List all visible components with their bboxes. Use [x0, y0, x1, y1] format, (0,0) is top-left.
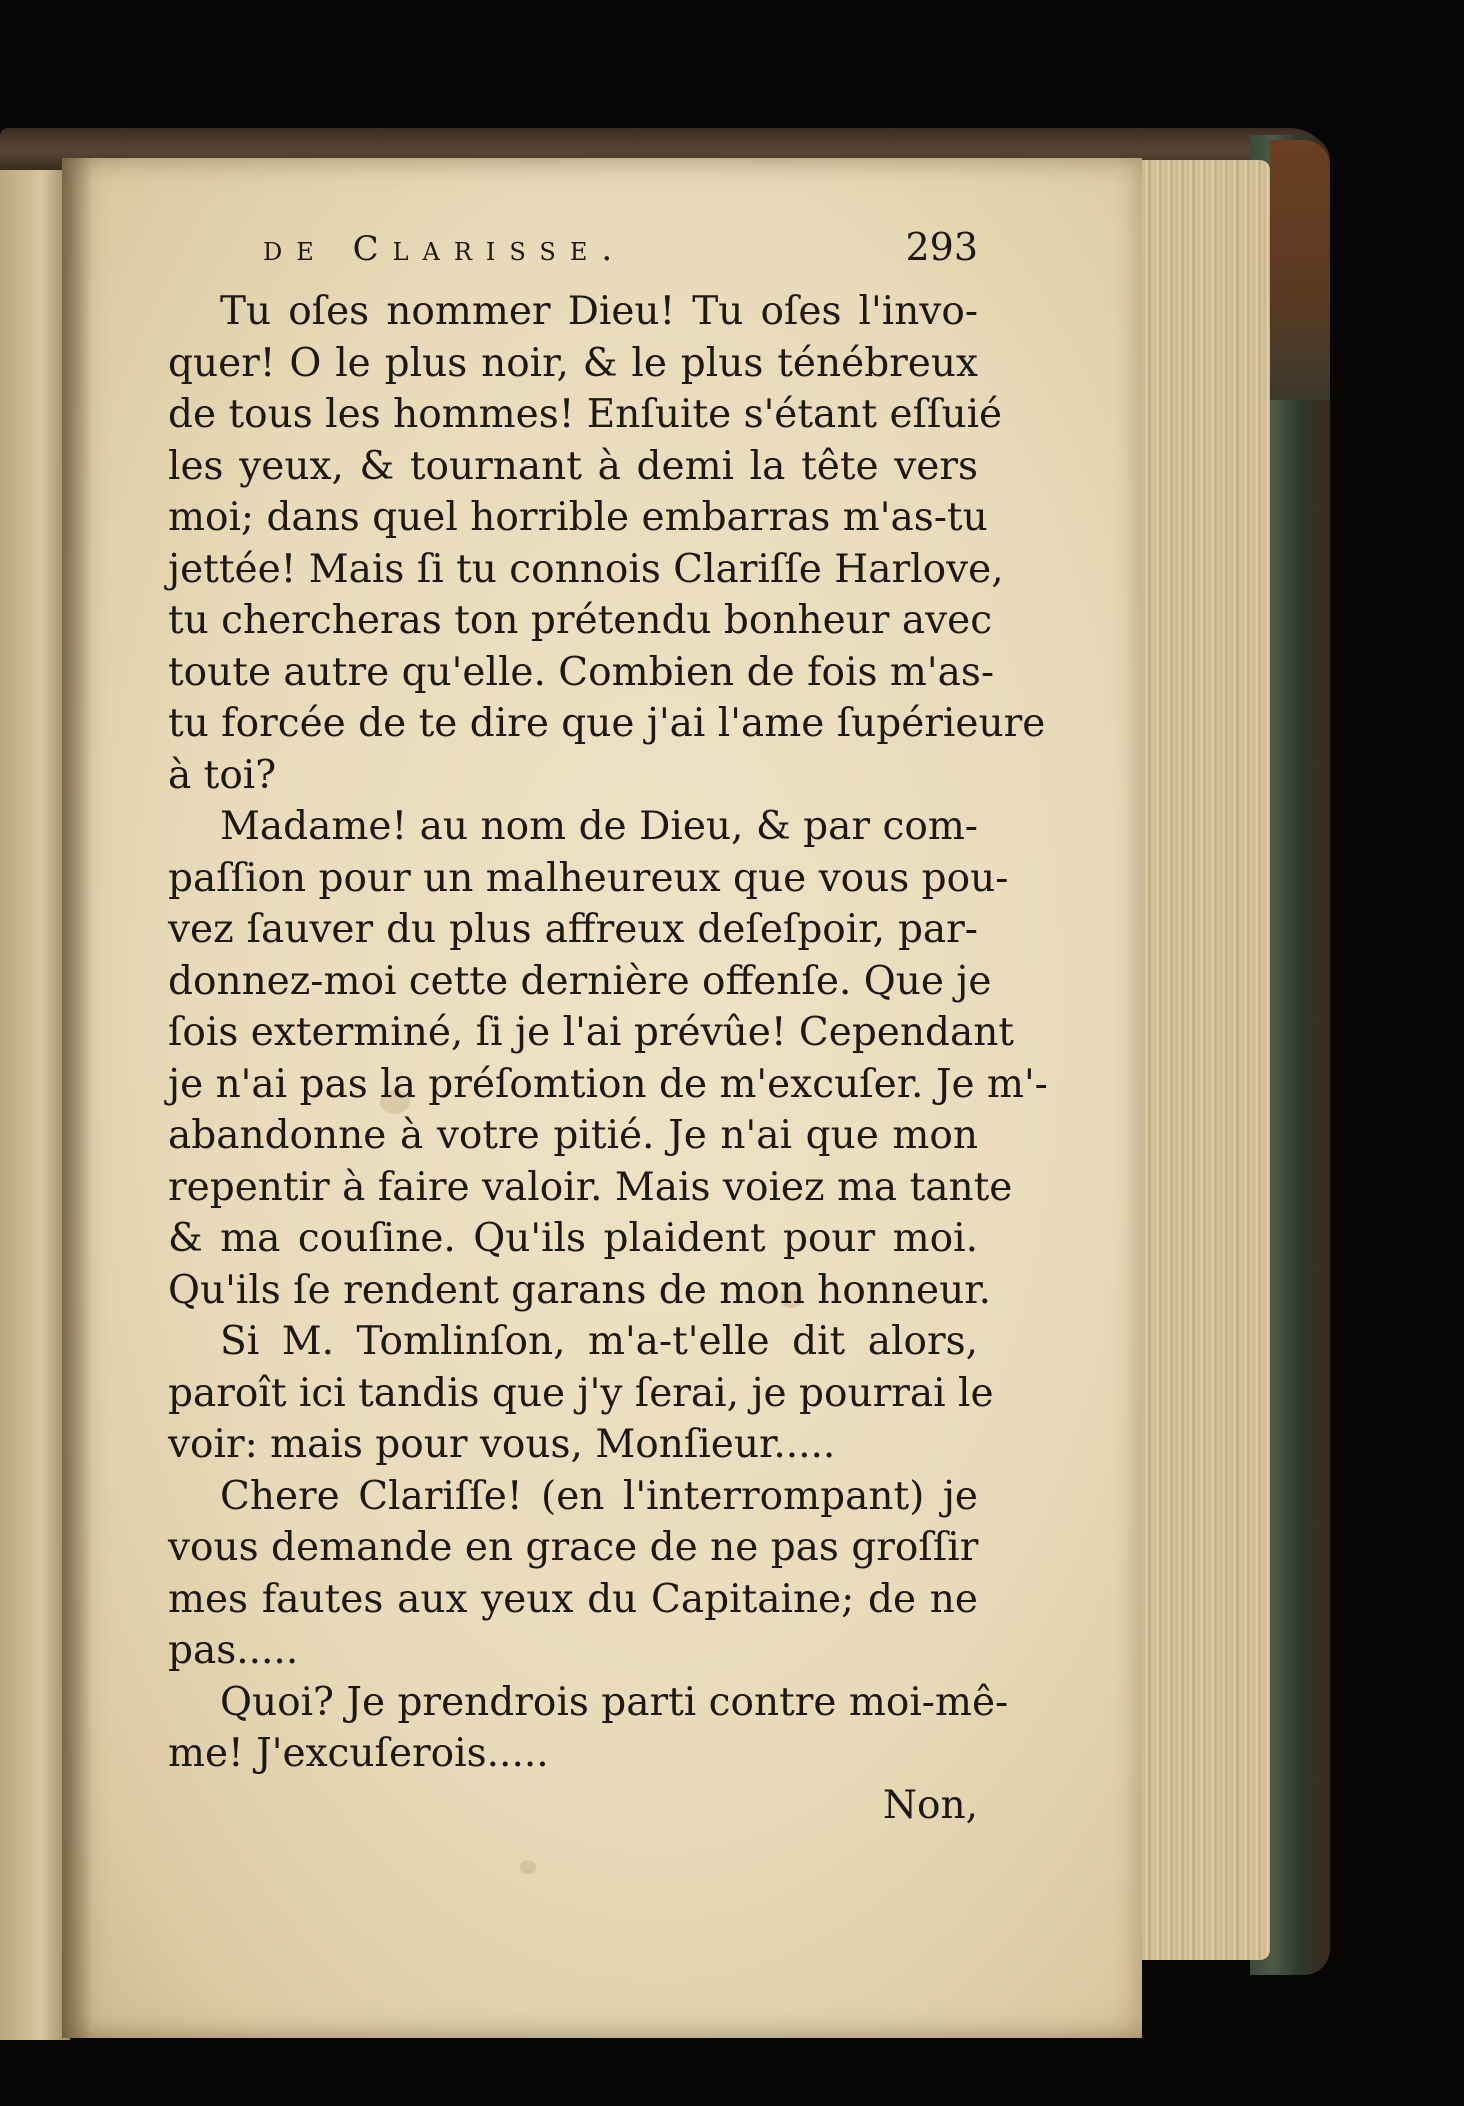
text-lines — [168, 286, 1048, 1831]
text-line: voir: mais pour vous, Monſieur..... — [168, 1422, 836, 1467]
text-line: jettée! Mais ſi tu connois Clariſſe Harlove, — [168, 546, 1004, 592]
foxing-spot — [520, 1860, 536, 1874]
text-line: me! J'excuſerois..... — [168, 1731, 549, 1776]
facing-page-edge — [0, 170, 70, 2040]
gutter-shadow — [62, 158, 92, 2038]
text-line: quer! O le plus noir, & le plus ténébreux — [168, 340, 978, 386]
page-text — [168, 222, 1048, 1831]
text-line: moi; dans quel horrible embarras m'as-tu — [168, 495, 988, 540]
text-line: & ma couſine. Qu'ils plaident pour moi. — [168, 1216, 978, 1261]
text-line: à toi? — [168, 752, 277, 798]
text-line: vous demande en grace de ne pas groſſir — [168, 1525, 979, 1570]
text-line: je n'ai pas la préſomtion de m'excuſer. Je m'- — [168, 1061, 1048, 1107]
text-line: donnez-moi cette dernière offenſe. Que je — [168, 958, 992, 1004]
catchword: Non, — [882, 1782, 978, 1828]
text-line: Madame! au nom de Dieu, & par com- — [220, 804, 978, 849]
text-line: toute autre qu'elle. Combien de fois m'as- — [168, 649, 995, 695]
text-line: ſois exterminé, ſi je l'ai prévûe! Cependant — [168, 1010, 1014, 1055]
text-line: de tous les hommes! Enſuite s'étant eſſuié — [168, 392, 1003, 437]
text-line: repentir à faire valoir. Mais voiez ma tante — [168, 1164, 1013, 1210]
text-line: mes fautes aux yeux du Capitaine; de ne — [168, 1576, 978, 1622]
text-line: Qu'ils ſe rendent garans de mon honneur. — [168, 1267, 991, 1313]
text-line: les yeux, & tournant à demi la tête vers — [168, 443, 978, 489]
text-line: vez ſauver du plus affreux deſeſpoir, par- — [168, 907, 978, 952]
text-line: Chere Clariſſe! (en l'interrompant) je — [220, 1473, 978, 1519]
page-number: 293 — [905, 225, 978, 269]
book-cover-leather-corner — [1270, 140, 1330, 400]
page-fore-edges — [1130, 160, 1270, 1960]
text-line: Si M. Tomlinſon, m'a-t'elle dit alors, — [220, 1319, 978, 1364]
text-line: abandonne à votre pitié. Je n'ai que mon — [168, 1113, 978, 1158]
running-head-title: de Clarisse. — [263, 229, 627, 269]
text-line: Tu oſes nommer Dieu! Tu oſes l'invo- — [220, 289, 978, 334]
text-line: paſſion pour un malheureux que vous pou- — [168, 855, 1009, 901]
text-line: Quoi? Je prendrois parti contre moi-mê- — [220, 1679, 1009, 1725]
text-line: tu forcée de te dire que j'ai l'ame ſupérieure — [168, 701, 1046, 746]
text-line: pas..... — [168, 1628, 299, 1673]
text-line: tu chercheras ton prétendu bonheur avec — [168, 598, 993, 643]
running-head — [168, 222, 978, 286]
text-line: paroît ici tandis que j'y ſerai, je pourrai le — [168, 1370, 994, 1416]
